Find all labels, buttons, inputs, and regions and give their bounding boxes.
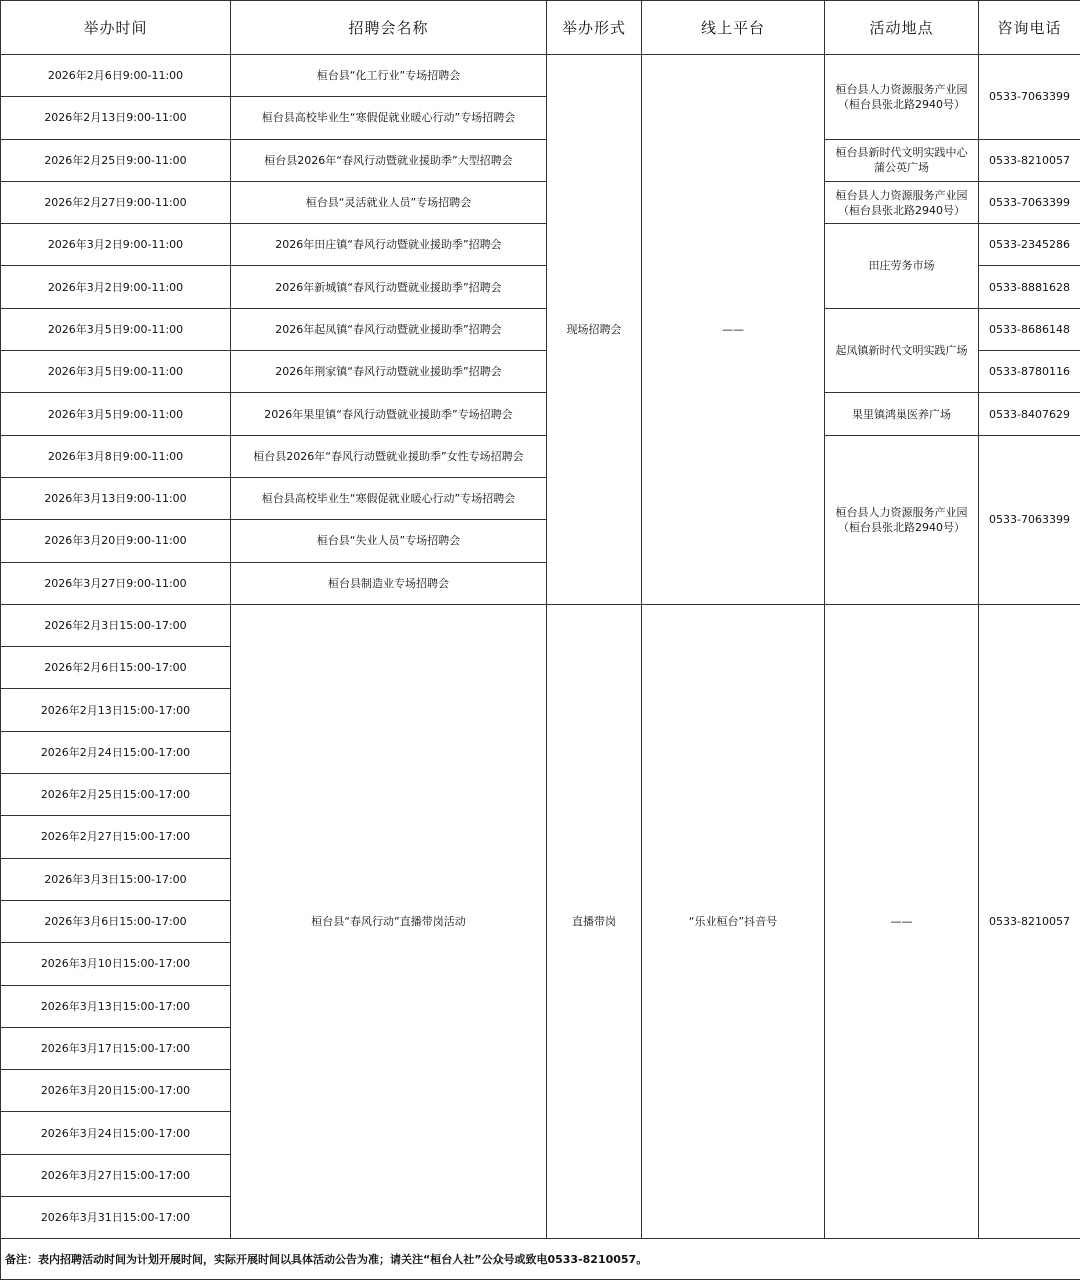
event-time: 2026年2月24日15:00-17:00 <box>1 731 231 773</box>
event-phone: 0533-8881628 <box>979 266 1080 308</box>
event-time: 2026年3月13日9:00-11:00 <box>1 477 231 519</box>
event-time: 2026年3月6日15:00-17:00 <box>1 900 231 942</box>
event-name: 桓台县高校毕业生“寒假促就业暖心行动”专场招聘会 <box>231 97 547 139</box>
event-phone: 0533-8210057 <box>979 604 1080 1238</box>
event-location: —— <box>825 604 979 1238</box>
location-line2: （桓台县张北路2940号） <box>838 203 965 217</box>
event-name: 2026年田庄镇“春风行动暨就业援助季”招聘会 <box>231 224 547 266</box>
event-time: 2026年3月2日9:00-11:00 <box>1 266 231 308</box>
header-form: 举办形式 <box>547 1 642 55</box>
event-name: 桓台县“化工行业”专场招聘会 <box>231 55 547 97</box>
event-time: 2026年3月31日15:00-17:00 <box>1 1197 231 1239</box>
event-time: 2026年2月3日15:00-17:00 <box>1 604 231 646</box>
location-line2: （桓台县张北路2940号） <box>838 520 965 534</box>
event-name: 桓台县制造业专场招聘会 <box>231 562 547 604</box>
event-location: 果里镇鸿巢医养广场 <box>825 393 979 435</box>
event-phone: 0533-2345286 <box>979 224 1080 266</box>
event-name: 2026年荆家镇“春风行动暨就业援助季”招聘会 <box>231 351 547 393</box>
location-line1: 桓台县人力资源服务产业园 <box>835 82 968 96</box>
event-name: 桓台县“灵活就业人员”专场招聘会 <box>231 181 547 223</box>
event-location <box>825 55 979 140</box>
event-time: 2026年2月25日15:00-17:00 <box>1 774 231 816</box>
event-phone: 0533-7063399 <box>979 181 1080 223</box>
event-platform: “乐业桓台”抖音号 <box>642 604 825 1238</box>
event-platform: —— <box>642 55 825 605</box>
event-phone: 0533-8407629 <box>979 393 1080 435</box>
event-time: 2026年2月6日9:00-11:00 <box>1 55 231 97</box>
header-name: 招聘会名称 <box>231 1 547 55</box>
location-line2: 蒲公英广场 <box>874 161 929 175</box>
table-row <box>1 55 1080 97</box>
table-row <box>1 181 1080 223</box>
header-platform: 线上平台 <box>642 1 825 55</box>
event-name: 2026年起凤镇“春风行动暨就业援助季”招聘会 <box>231 308 547 350</box>
event-phone: 0533-7063399 <box>979 55 1080 140</box>
event-location <box>825 181 979 223</box>
event-time: 2026年3月5日9:00-11:00 <box>1 393 231 435</box>
event-phone: 0533-8686148 <box>979 308 1080 350</box>
event-time: 2026年3月8日9:00-11:00 <box>1 435 231 477</box>
location-line1: 桓台县人力资源服务产业园 <box>835 505 968 519</box>
event-time: 2026年3月5日9:00-11:00 <box>1 308 231 350</box>
event-time: 2026年2月13日15:00-17:00 <box>1 689 231 731</box>
event-location: 田庄劳务市场 <box>825 224 979 309</box>
table-row <box>1 604 1080 646</box>
event-time: 2026年3月13日15:00-17:00 <box>1 985 231 1027</box>
event-time: 2026年3月3日15:00-17:00 <box>1 858 231 900</box>
event-time: 2026年3月27日9:00-11:00 <box>1 562 231 604</box>
table-row <box>1 224 1080 266</box>
table-row <box>1 308 1080 350</box>
event-location <box>825 139 979 181</box>
event-time: 2026年2月27日9:00-11:00 <box>1 181 231 223</box>
event-time: 2026年3月20日9:00-11:00 <box>1 520 231 562</box>
table-row <box>1 139 1080 181</box>
event-time: 2026年3月17日15:00-17:00 <box>1 1027 231 1069</box>
note-row <box>1 1239 1080 1280</box>
event-time: 2026年3月2日9:00-11:00 <box>1 224 231 266</box>
header-location: 活动地点 <box>825 1 979 55</box>
event-time: 2026年2月27日15:00-17:00 <box>1 816 231 858</box>
location-line2: （桓台县张北路2940号） <box>838 97 965 111</box>
table-note: 备注：表内招聘活动时间为计划开展时间，实际开展时间以具体活动公告为准；请关注“桓台人社”公众号或致电0533-8210057。 <box>1 1239 1080 1280</box>
header-row <box>1 1 1080 55</box>
event-phone: 0533-8780116 <box>979 351 1080 393</box>
event-name: 桓台县“春风行动”直播带岗活动 <box>231 604 547 1238</box>
event-name: 2026年新城镇“春风行动暨就业援助季”招聘会 <box>231 266 547 308</box>
header-phone: 咨询电话 <box>979 1 1080 55</box>
event-name: 2026年果里镇“春风行动暨就业援助季”专场招聘会 <box>231 393 547 435</box>
event-form: 现场招聘会 <box>547 55 642 605</box>
event-location <box>825 435 979 604</box>
header-time: 举办时间 <box>1 1 231 55</box>
event-time: 2026年3月24日15:00-17:00 <box>1 1112 231 1154</box>
event-name: 桓台县高校毕业生“寒假促就业暖心行动”专场招聘会 <box>231 477 547 519</box>
table-row <box>1 435 1080 477</box>
event-time: 2026年3月10日15:00-17:00 <box>1 943 231 985</box>
event-name: 桓台县“失业人员”专场招聘会 <box>231 520 547 562</box>
event-time: 2026年3月20日15:00-17:00 <box>1 1070 231 1112</box>
location-line1: 桓台县新时代文明实践中心 <box>835 146 968 160</box>
location-line1: 桓台县人力资源服务产业园 <box>835 188 968 202</box>
event-time: 2026年2月13日9:00-11:00 <box>1 97 231 139</box>
event-phone: 0533-8210057 <box>979 139 1080 181</box>
event-phone: 0533-7063399 <box>979 435 1080 604</box>
event-time: 2026年3月5日9:00-11:00 <box>1 351 231 393</box>
table-row <box>1 393 1080 435</box>
event-time: 2026年2月6日15:00-17:00 <box>1 647 231 689</box>
event-time: 2026年3月27日15:00-17:00 <box>1 1154 231 1196</box>
event-name: 桓台县2026年“春风行动暨就业援助季”大型招聘会 <box>231 139 547 181</box>
event-time: 2026年2月25日9:00-11:00 <box>1 139 231 181</box>
event-location: 起凤镇新时代文明实践广场 <box>825 308 979 393</box>
event-name: 桓台县2026年“春风行动暨就业援助季”女性专场招聘会 <box>231 435 547 477</box>
event-form: 直播带岗 <box>547 604 642 1238</box>
